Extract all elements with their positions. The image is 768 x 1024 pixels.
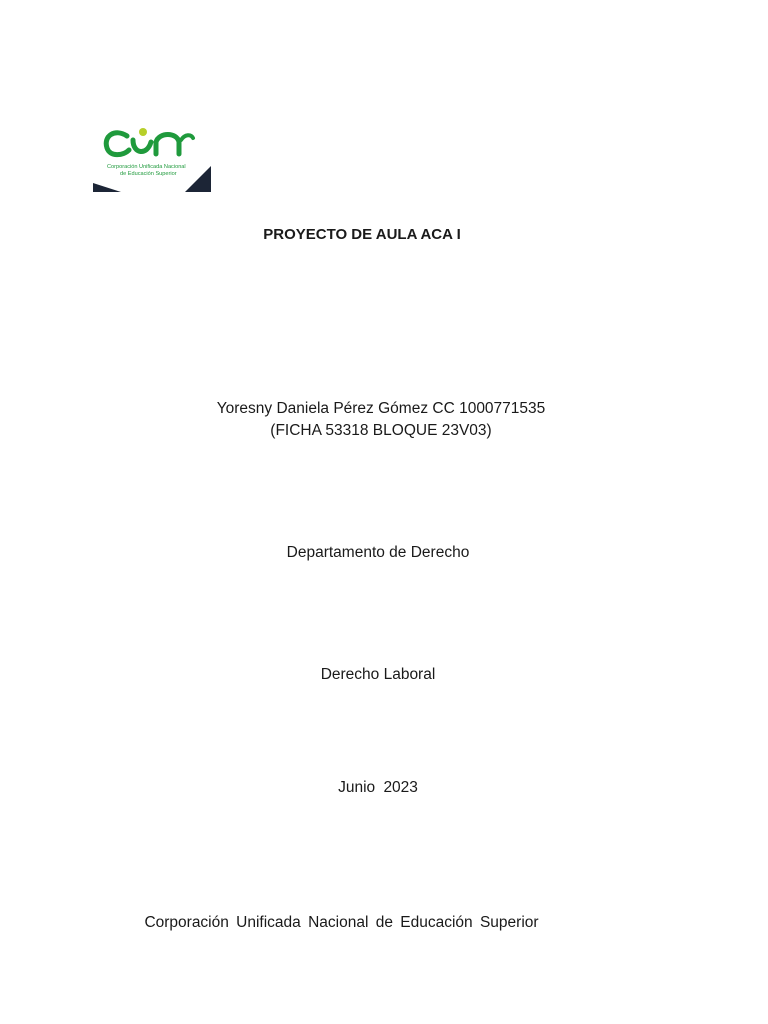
- institution-line: Corporación Unificada Nacional de Educación Superior: [144, 914, 539, 931]
- cun-logo: [93, 124, 211, 192]
- department-line: Departamento de Derecho: [286, 544, 470, 561]
- logo-line1: Corporación Unificada Nacional: [107, 164, 186, 170]
- date-line: Junio 2023: [338, 779, 418, 796]
- document-title: PROYECTO DE AULA ACA I: [263, 226, 461, 243]
- subject-line: Derecho Laboral: [320, 666, 436, 683]
- author-line: Yoresny Daniela Pérez Gómez CC 1000771535: [216, 400, 546, 417]
- logo-line2: de Educación Superior: [120, 171, 177, 177]
- ficha-line: (FICHA 53318 BLOQUE 23V03): [270, 422, 492, 439]
